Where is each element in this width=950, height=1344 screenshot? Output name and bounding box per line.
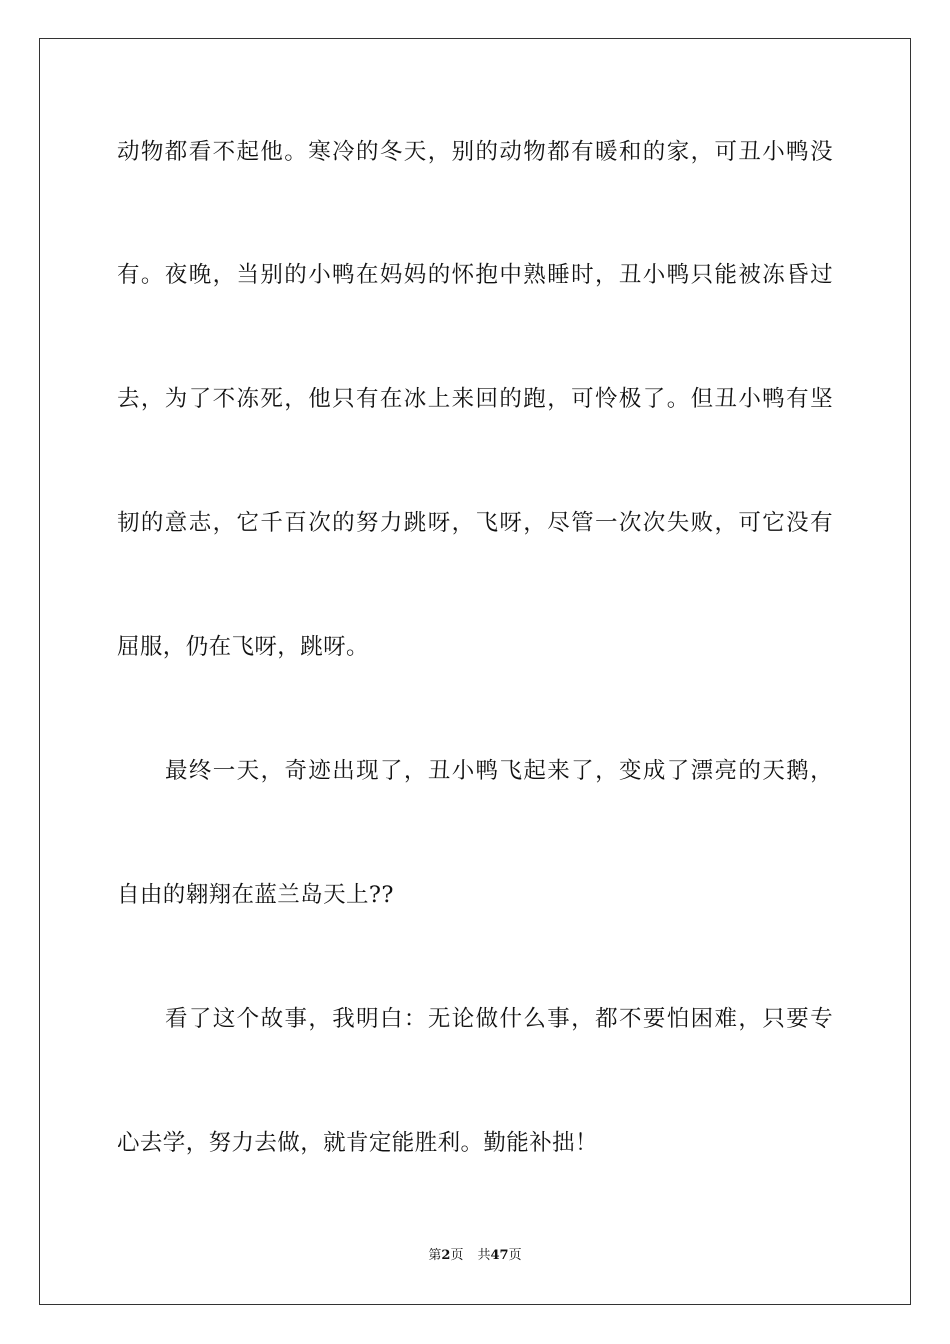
text-line-1: 动物都看不起他。寒冷的冬天，别的动物都有暖和的家，可丑小鸭没 <box>117 139 833 165</box>
text-line-7: 自由的翱翔在蓝兰岛天上?? <box>117 882 394 908</box>
text-line-6: 最终一天，奇迹出现了，丑小鸭飞起来了，变成了漂亮的天鹅， <box>165 758 833 784</box>
page-prefix: 第 <box>428 1248 442 1263</box>
text-line-4: 韧的意志，它千百次的努力跳呀，飞呀，尽管一次次失败，可它没有 <box>117 510 833 536</box>
page-number: 2 <box>441 1248 451 1263</box>
page-footer <box>0 1247 950 1265</box>
page-border <box>39 38 911 1305</box>
total-suffix: 页 <box>508 1248 522 1263</box>
text-line-2: 有。夜晚，当别的小鸭在妈妈的怀抱中熟睡时，丑小鸭只能被冻昏过 <box>117 262 833 288</box>
text-line-8: 看了这个故事，我明白：无论做什么事，都不要怕困难，只要专 <box>165 1006 833 1032</box>
total-pages: 47 <box>490 1248 509 1263</box>
total-prefix: 共 <box>477 1248 491 1263</box>
text-line-3: 去，为了不冻死，他只有在冰上来回的跑，可怜极了。但丑小鸭有坚 <box>117 386 833 412</box>
text-line-5: 屈服，仍在飞呀，跳呀。 <box>117 634 369 660</box>
text-line-9: 心去学，努力去做，就肯定能胜利。勤能补拙！ <box>117 1130 598 1156</box>
page-suffix: 页 <box>450 1248 464 1263</box>
